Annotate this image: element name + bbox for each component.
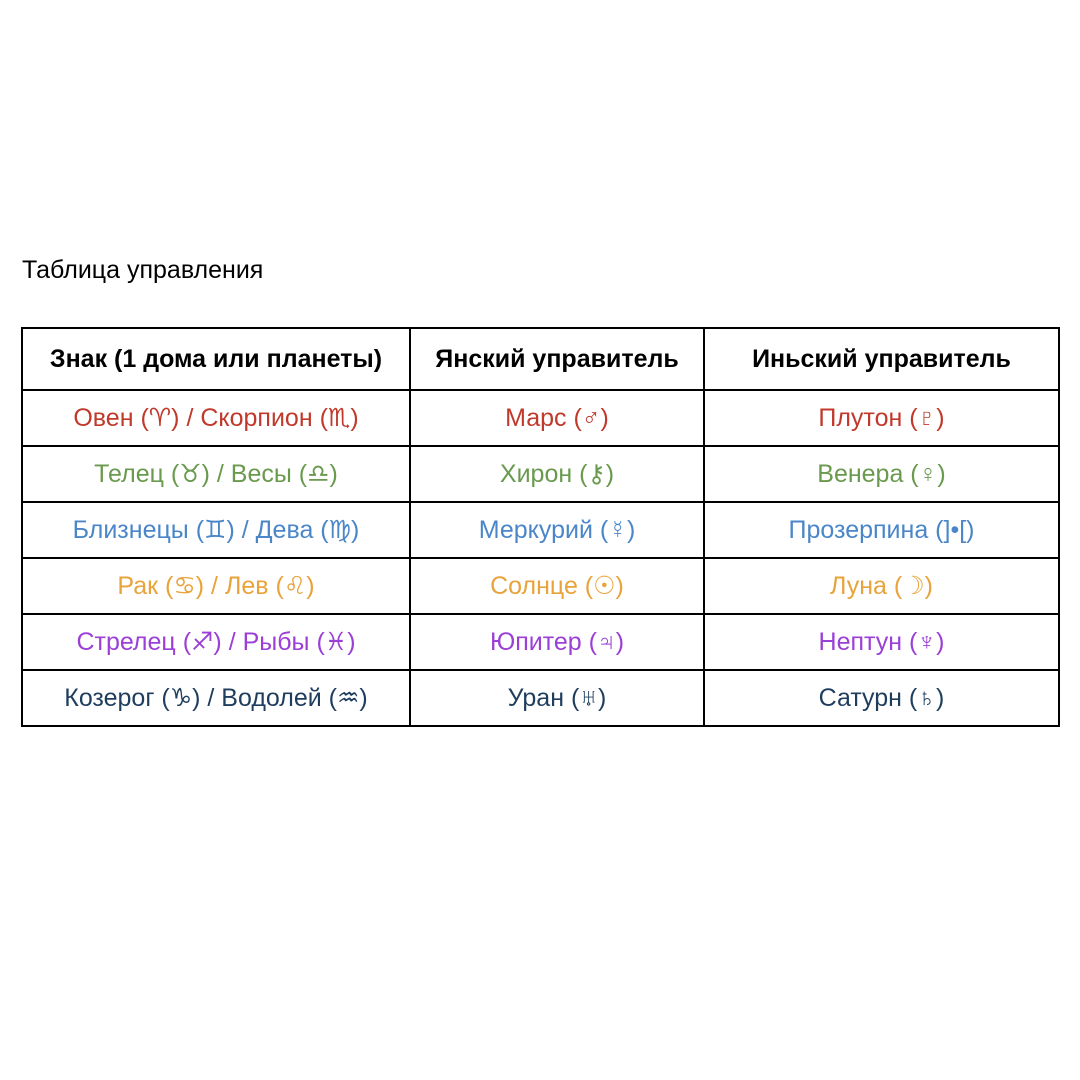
yang-ruler-cell: Хирон (⚷) <box>410 446 704 502</box>
yin-ruler-cell: Нептун (♆) <box>704 614 1059 670</box>
header-sign: Знак (1 дома или планеты) <box>22 328 410 390</box>
sign-cell: Козерог (♑) / Водолей (♒) <box>22 670 410 726</box>
header-yin-ruler: Иньский управитель <box>704 328 1059 390</box>
table-row <box>22 390 1059 446</box>
rulers-table <box>21 327 1060 727</box>
yin-ruler-cell: Венера (♀) <box>704 446 1059 502</box>
yang-ruler-cell: Солнце (☉) <box>410 558 704 614</box>
table-row <box>22 558 1059 614</box>
table-row <box>22 446 1059 502</box>
yin-ruler-cell: Прозерпина (]•[) <box>704 502 1059 558</box>
sign-cell: Рак (♋) / Лев (♌) <box>22 558 410 614</box>
table-row <box>22 670 1059 726</box>
yin-ruler-cell: Сатурн (♄) <box>704 670 1059 726</box>
sign-cell: Телец (♉) / Весы (♎) <box>22 446 410 502</box>
yin-ruler-cell: Луна (☽) <box>704 558 1059 614</box>
yang-ruler-cell: Юпитер (♃) <box>410 614 704 670</box>
table-row <box>22 502 1059 558</box>
sign-cell: Овен (♈) / Скорпион (♏) <box>22 390 410 446</box>
yang-ruler-cell: Марс (♂) <box>410 390 704 446</box>
yang-ruler-cell: Меркурий (☿) <box>410 502 704 558</box>
sign-cell: Стрелец (♐) / Рыбы (♓) <box>22 614 410 670</box>
header-yang-ruler: Янский управитель <box>410 328 704 390</box>
table-row <box>22 614 1059 670</box>
yang-ruler-cell: Уран (♅) <box>410 670 704 726</box>
yin-ruler-cell: Плутон (♇) <box>704 390 1059 446</box>
table-header-row <box>22 328 1059 390</box>
sign-cell: Близнецы (♊) / Дева (♍) <box>22 502 410 558</box>
document-title: Таблица управления <box>22 256 264 284</box>
